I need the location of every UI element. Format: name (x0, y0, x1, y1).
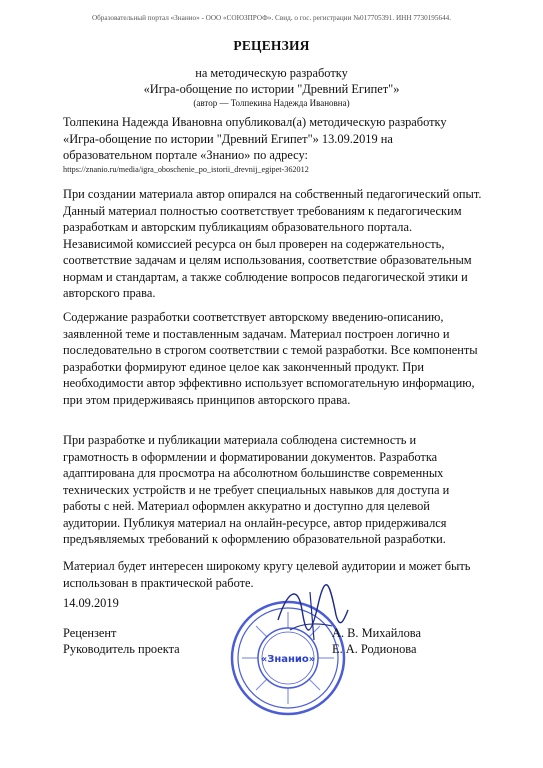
header-registration-line: Образовательный портал «Знанио» - ООО «СОЮЗПРОФ». Свид. о гос. регистрации №017705391. ИНН 7730195644. (91, 14, 452, 22)
manager-role: Руководитель проекта (63, 642, 180, 656)
reviewer-role: Рецензент (63, 626, 117, 640)
document-subtitle: на методическую разработку (195, 66, 348, 80)
work-title: «Игра-обощение по истории "Древний Египет"» (143, 82, 400, 96)
review-date: 14.09.2019 (63, 596, 119, 610)
paragraph-2: Содержание разработки соответствует авторскому введению-описанию, заявленной теме и поставленным задачам. Материал построен логично и последовательно в строгом соответствии с темой разработки. Все компоненты разработки формируют единое целое как законченный продукт. При необходимости автор эффективно использует вспомогательную информацию, при этом придерживаясь принципов авторского права. (63, 310, 478, 407)
intro-paragraph: Толпекина Надежда Ивановна опубликовал(а) методическую разработку «Игра-обощение по истории "Древний Египет"» 13.09.2019 на образовательном портале «Знанио» по адресу: (63, 115, 447, 162)
stamp-center-text: «Знанио» (260, 654, 316, 665)
paragraph-1: При создании материала автор опирался на собственный педагогический опыт. Данный материал полностью соответствует требованиям к педагогическим разработкам и авторским публикациям образовательного портала. Независимой комиссией ресурса он был проверен на содержательность, соответствие задачам и целям использования, соответствие образовательным нормам и стандартам, а также соблюдение вопросов педагогической этики и авторского права. (63, 187, 482, 300)
document-title: РЕЦЕНЗИЯ (233, 38, 310, 53)
paragraph-4: Материал будет интересен широкому кругу целевой аудитории и может быть использован в практической работе. (63, 559, 471, 590)
publication-url: https://znanio.ru/media/igra_oboschenie_po_istorii_drevnij_egipet-362012 (63, 165, 309, 174)
manager-name: Е. А. Родионова (332, 642, 417, 656)
reviewer-name: А. В. Михайлова (332, 626, 421, 640)
paragraph-3: При разработке и публикации материала соблюдена системность и грамотность в оформлении и форматировании документов. Разработка адаптирована для просмотра на абсолютном большинстве современных технических устройств и не требует специальных навыков для доступа и работы с ней. Материал оформлен аккуратно и доступно для целевой аудитории. Публикуя материал на онлайн-ресурсе, автор придерживался предъявляемых требований к оформлению образовательной разработки. (63, 433, 450, 546)
author-line: (автор — Толпекина Надежда Ивановна) (193, 98, 350, 108)
